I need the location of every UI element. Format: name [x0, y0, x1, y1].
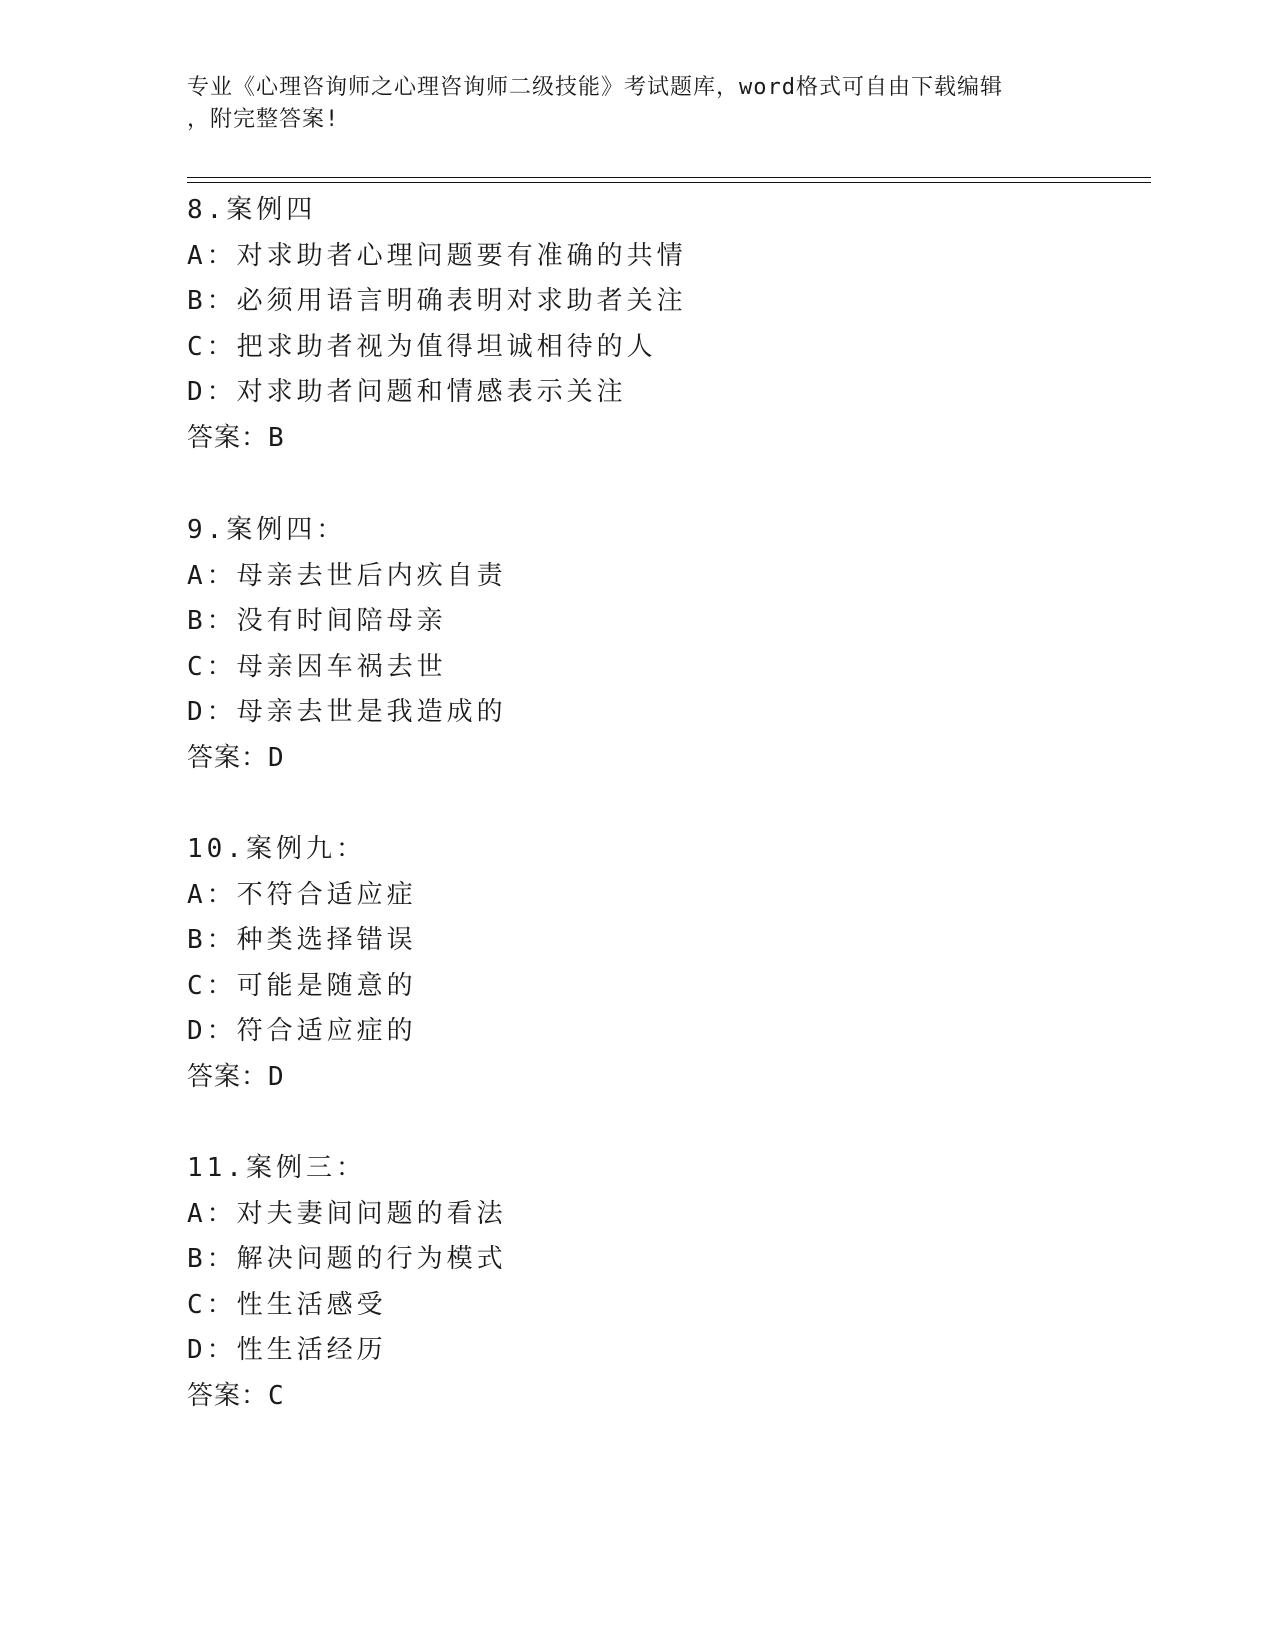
- header-divider-bottom: [187, 182, 1151, 183]
- option-b: B：必须用语言明确表明对求助者关注: [187, 286, 687, 316]
- question-stem: 11.案例三：: [187, 1153, 366, 1183]
- option-d: D：对求助者问题和情感表示关注: [187, 377, 627, 407]
- answer-text: 答案：D: [187, 1061, 285, 1092]
- option-c: C：把求助者视为值得坦诚相待的人: [187, 331, 657, 362]
- question-stem: 10.案例九：: [187, 834, 366, 864]
- header-divider-top: [187, 177, 1151, 178]
- question-10: [187, 827, 1137, 1100]
- option-a: A：不符合适应症: [187, 879, 417, 910]
- header-subtitle-line: ，附完整答案!: [187, 107, 340, 132]
- option-d: D：性生活经历: [187, 1335, 387, 1365]
- option-c: C：性生活感受: [187, 1289, 387, 1320]
- answer-text: 答案：C: [187, 1380, 285, 1411]
- option-d: D：母亲去世是我造成的: [187, 697, 507, 727]
- header-title-line: 专业《心理咨询师之心理咨询师二级技能》考试题库，word格式可自由下载编辑: [187, 75, 1003, 100]
- option-b: B：解决问题的行为模式: [187, 1244, 507, 1274]
- option-c: C：可能是随意的: [187, 970, 417, 1001]
- document-header: [187, 72, 1087, 136]
- option-a: A：对求助者心理问题要有准确的共情: [187, 240, 687, 271]
- option-d: D：符合适应症的: [187, 1016, 417, 1046]
- option-b: B：种类选择错误: [187, 925, 417, 955]
- question-8: [187, 188, 1137, 461]
- question-stem: 9.案例四：: [187, 515, 347, 545]
- question-11: [187, 1146, 1137, 1419]
- answer-text: 答案：B: [187, 422, 285, 453]
- question-stem: 8.案例四: [187, 195, 317, 225]
- question-9: [187, 508, 1137, 781]
- option-b: B：没有时间陪母亲: [187, 606, 447, 636]
- option-a: A：母亲去世后内疚自责: [187, 560, 507, 591]
- option-a: A：对夫妻间问题的看法: [187, 1198, 507, 1229]
- option-c: C：母亲因车祸去世: [187, 651, 447, 682]
- answer-text: 答案：D: [187, 742, 285, 773]
